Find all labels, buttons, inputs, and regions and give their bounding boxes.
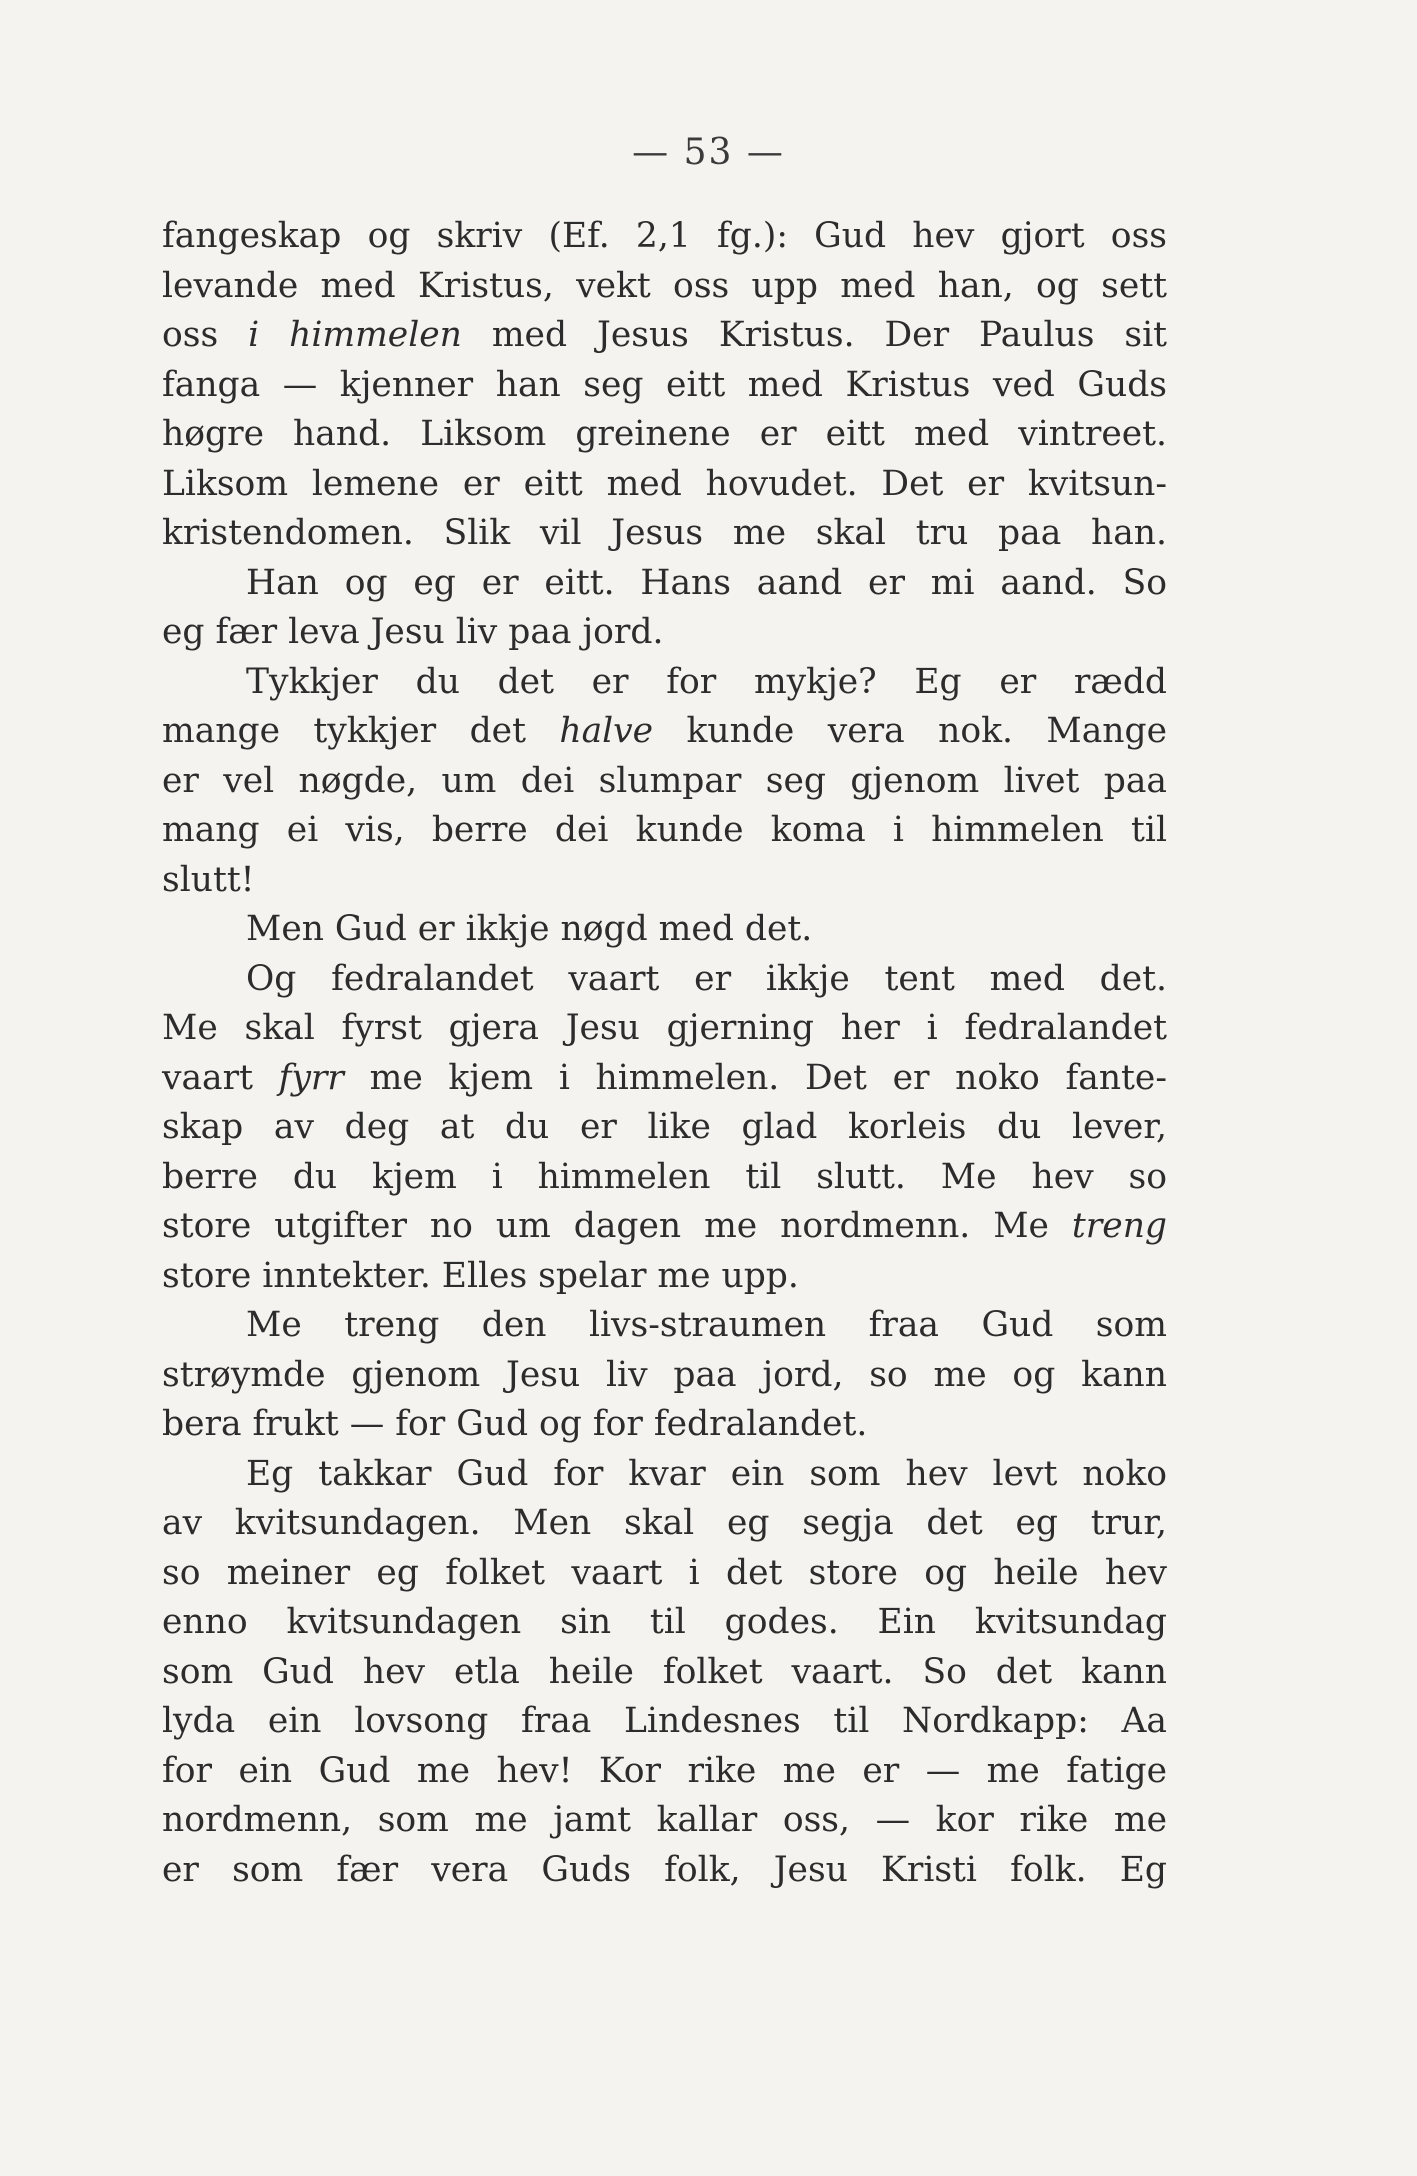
text-segment: lyda ein lovsong fraa Lindesnes til Nordkapp: Aa [162, 1701, 1167, 1741]
text-line [162, 757, 1167, 807]
text-line [162, 1450, 1167, 1500]
text-line [162, 608, 1167, 658]
text-line [162, 212, 1167, 262]
italic-text: treng [1071, 1206, 1167, 1246]
text-segment: fangeskap og skriv (Ef. 2,1 fg.): Gud hev gjort oss [162, 216, 1167, 256]
text-segment: store utgifter no um dagen me nordmenn. Me [162, 1206, 1072, 1246]
text-segment: slutt! [162, 859, 255, 900]
text-segment: Eg takkar Gud for kvar ein som hev levt noko [246, 1453, 1167, 1494]
text-segment: eg fær leva Jesu liv paa jord. [162, 612, 664, 652]
text-line [162, 1202, 1167, 1252]
text-segment: skap av deg at du er like glad korleis du lever, [162, 1107, 1167, 1147]
text-segment: Men Gud er ikkje nøgd med det. [246, 909, 813, 949]
text-line [162, 361, 1167, 411]
text-segment: for ein Gud me hev! Kor rike me er — me fatige [162, 1750, 1167, 1791]
text-segment: høgre hand. Liksom greinene er eitt med vintreet. [162, 414, 1167, 454]
text-segment: store inntekter. Elles spelar me upp. [162, 1255, 799, 1296]
text-line [162, 1400, 1167, 1450]
text-line [162, 1549, 1167, 1599]
text-line [162, 856, 1167, 906]
text-segment: som Gud hev etla heile folket vaart. So det kann [162, 1651, 1167, 1692]
text-segment: er vel nøgde, um dei slumpar seg gjenom livet paa [162, 760, 1167, 801]
text-segment: kunde vera nok. Mange [653, 711, 1167, 751]
text-line [162, 1153, 1167, 1203]
text-segment: Tykkjer du det er for mykje? Eg er rædd [246, 661, 1167, 702]
text-line [162, 1846, 1167, 1896]
text-line [162, 1598, 1167, 1648]
text-segment: strøymde gjenom Jesu liv paa jord, so me og kann [162, 1354, 1167, 1395]
text-line [162, 311, 1167, 361]
text-segment: oss [162, 315, 249, 355]
text-segment: me kjem i himmelen. Det er noko fante- [343, 1057, 1167, 1098]
body-text [162, 212, 1167, 1895]
text-line [162, 1747, 1167, 1797]
text-segment: so meiner eg folket vaart i det store og heile hev [162, 1552, 1167, 1593]
text-line [162, 1351, 1167, 1401]
text-segment: bera frukt — for Gud og for fedralandet. [162, 1404, 868, 1444]
text-line [162, 1103, 1167, 1153]
text-line [162, 1004, 1167, 1054]
text-segment: Han og eg er eitt. Hans aand er mi aand. So [246, 562, 1167, 603]
text-segment: mange tykkjer det [162, 711, 560, 751]
text-line [162, 806, 1167, 856]
text-segment: Me treng den livs-straumen fraa Gud som [246, 1305, 1167, 1345]
text-segment: berre du kjem i himmelen til slutt. Me hev so [162, 1156, 1167, 1197]
text-segment: med Jesus Kristus. Der Paulus sit [461, 315, 1167, 355]
text-segment: er som fær vera Guds folk, Jesu Kristi folk. Eg [162, 1849, 1167, 1890]
italic-text: halve [559, 711, 654, 751]
text-segment: kristendomen. Slik vil Jesus me skal tru paa han. [162, 513, 1167, 553]
text-line [162, 509, 1167, 559]
text-segment: nordmenn, som me jamt kallar oss, — kor rike me [162, 1800, 1167, 1840]
text-line [162, 1301, 1167, 1351]
text-segment: fanga — kjenner han seg eitt med Kristus ved Guds [162, 364, 1167, 405]
text-segment: Me skal fyrst gjera Jesu gjerning her i fedralandet [162, 1008, 1167, 1048]
text-segment: enno kvitsundagen sin til godes. Ein kvitsundag [162, 1602, 1167, 1642]
text-line [162, 460, 1167, 510]
text-line [162, 1054, 1167, 1104]
text-line [162, 410, 1167, 460]
text-line [162, 1796, 1167, 1846]
italic-text: i himmelen [248, 315, 462, 355]
text-line [162, 559, 1167, 609]
text-segment: vaart [162, 1057, 279, 1098]
text-segment: Og fedralandet vaart er ikkje tent med det. [246, 958, 1167, 999]
text-line [162, 658, 1167, 708]
text-line [162, 707, 1167, 757]
text-segment: mang ei vis, berre dei kunde koma i himmelen til [162, 810, 1167, 850]
text-line [162, 1648, 1167, 1698]
text-segment: levande med Kristus, vekt oss upp med han, og sett [162, 265, 1167, 306]
page-number: — 53 — [632, 132, 785, 173]
text-line [162, 905, 1167, 955]
text-segment: av kvitsundagen. Men skal eg segja det eg trur, [162, 1503, 1167, 1543]
text-segment: Liksom lemene er eitt med hovudet. Det er kvitsun- [162, 463, 1167, 504]
text-line [162, 262, 1167, 312]
text-line [162, 955, 1167, 1005]
text-line [162, 1697, 1167, 1747]
text-line [162, 1499, 1167, 1549]
text-line [162, 1252, 1167, 1302]
italic-text: fyrr [278, 1057, 344, 1098]
